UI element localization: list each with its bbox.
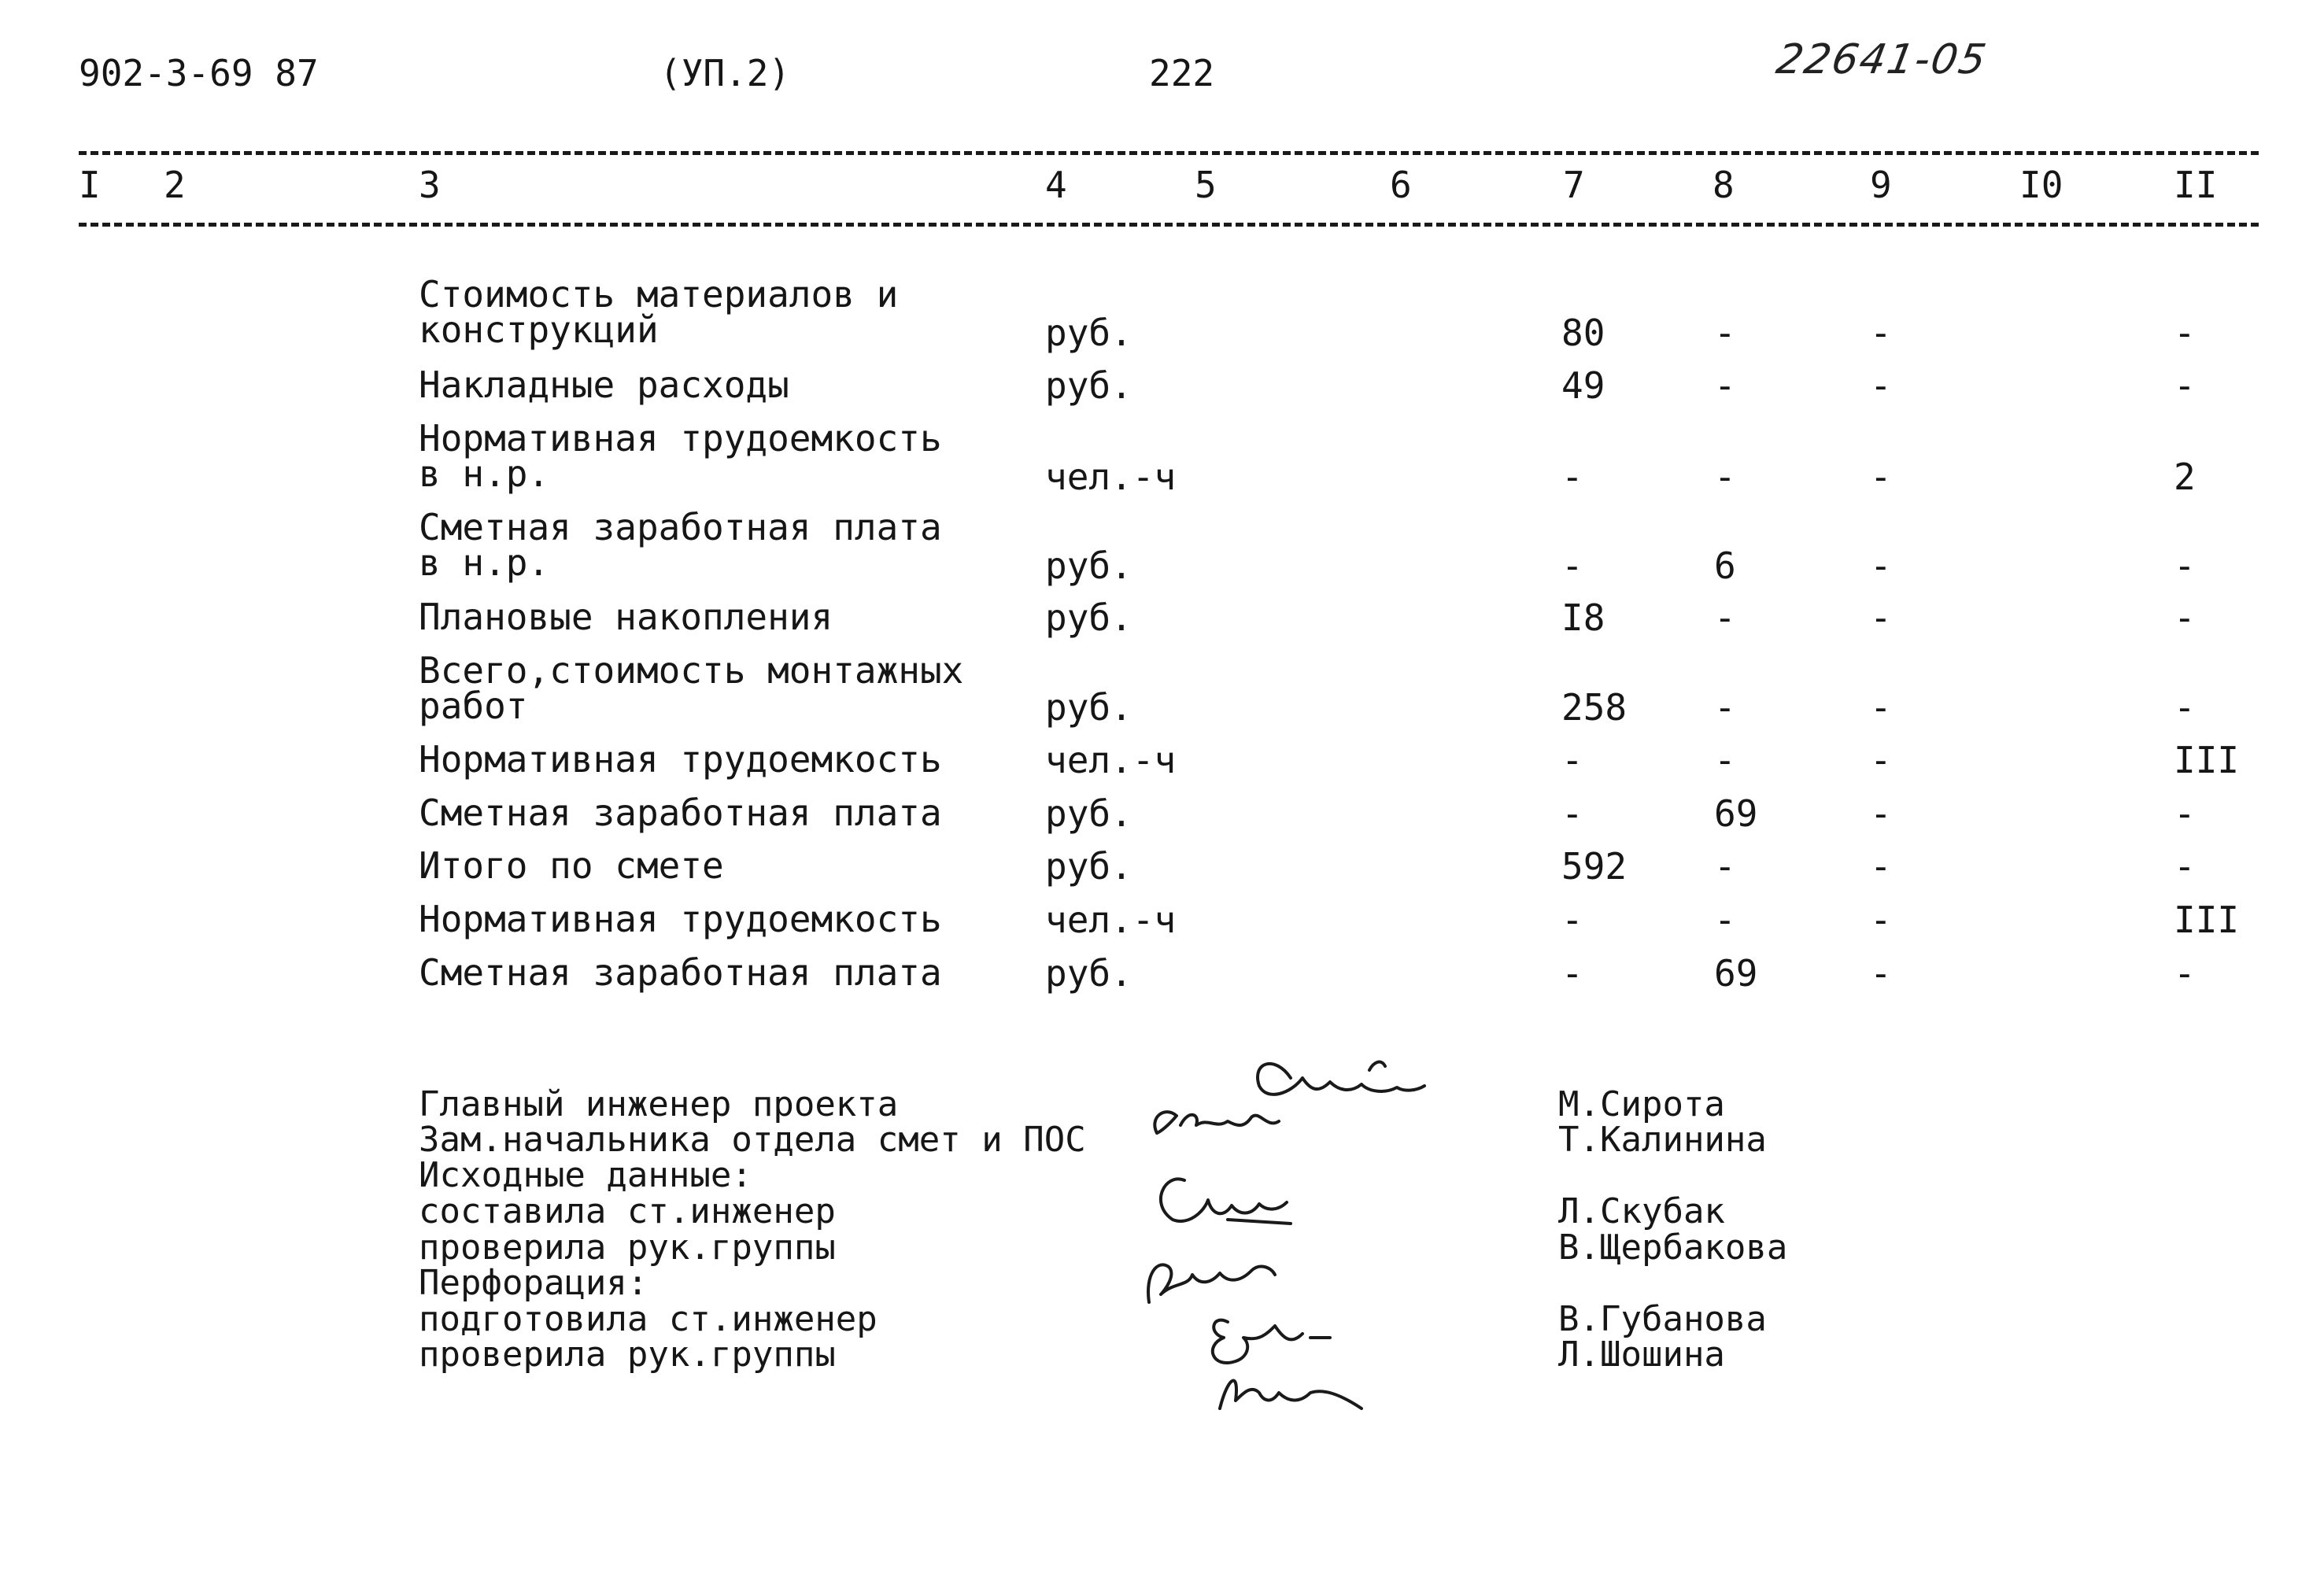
row-col7: 49 [1561,364,1605,407]
row-unit: чел.-ч [1045,899,1177,941]
row-unit: руб. [1045,686,1132,729]
row-col8: - [1714,312,1736,354]
row-col8: - [1714,596,1736,639]
sig-name-2: Т.Калинина [1558,1120,1767,1160]
col-header-8: 8 [1713,164,1735,206]
handwritten-number: 22641-05 [1772,36,1991,83]
row-col9: - [1870,364,1892,407]
row-col9: - [1870,686,1892,729]
row-col9: - [1870,456,1892,498]
sig-name-4: В.Щербакова [1558,1227,1788,1268]
row-col7: - [1561,899,1583,941]
signature-gubanova [1213,1320,1330,1363]
row-col11: - [2174,686,2196,729]
row-unit: руб. [1045,952,1132,995]
row-col11: - [2174,364,2196,407]
row-col11: - [2174,792,2196,835]
sig-role-2: Зам.начальника отдела смет и ПОС [419,1120,1086,1160]
row-col7: 592 [1561,845,1628,888]
row-unit: руб. [1045,545,1132,587]
row-col11: - [2174,312,2196,354]
row-label: Плановые накопления [419,596,833,638]
sig-section-source: Исходные данные: [419,1155,752,1195]
row-col8: 69 [1714,792,1758,835]
row-col8: - [1714,686,1736,729]
page-number: 222 [1149,52,1215,94]
row-unit: руб. [1045,845,1132,888]
row-col7: - [1561,456,1583,498]
signature-shcherbakova [1148,1264,1275,1302]
sig-role-6: проверила рук.группы [419,1335,836,1375]
row-col11: - [2174,545,2196,587]
row-unit: руб. [1045,596,1132,639]
handwritten-signatures [1133,1023,1511,1432]
row-col9: - [1870,899,1892,941]
sig-role-5: подготовила ст.инженер [419,1299,878,1339]
row-col7: - [1561,952,1583,995]
row-col7: I8 [1561,596,1605,639]
row-col7: 80 [1561,312,1605,354]
row-label: Сметная заработная плата в н.р. [419,506,942,584]
row-col9: - [1870,312,1892,354]
row-col9: - [1870,792,1892,835]
row-unit: чел.-ч [1045,456,1177,498]
sig-role-3: составила ст.инженер [419,1191,836,1231]
sig-role-1: Главный инженер проекта [419,1084,899,1124]
row-label: Сметная заработная плата [419,792,942,834]
row-col8: - [1714,899,1736,941]
col-header-10: I0 [2019,164,2064,206]
sig-name-6: Л.Шошина [1558,1335,1725,1375]
row-col11: III [2174,899,2240,941]
row-col7: - [1561,792,1583,835]
col-header-5: 5 [1195,164,1217,206]
col-header-1: I [79,164,101,206]
row-col8: 69 [1714,952,1758,995]
col-header-9: 9 [1870,164,1892,206]
row-unit: чел.-ч [1045,739,1177,781]
doc-code: 902-3-69 87 [79,52,319,94]
col-header-6: 6 [1390,164,1412,206]
col-header-11: II [2174,164,2218,206]
row-col11: - [2174,596,2196,639]
row-col11: 2 [2174,456,2196,498]
signature-kalinina [1155,1112,1279,1133]
row-label: Накладные расходы [419,364,789,406]
signature-sirota [1258,1062,1424,1095]
row-col8: - [1714,739,1736,781]
row-col8: - [1714,845,1736,888]
row-col7: - [1561,739,1583,781]
row-unit: руб. [1045,792,1132,835]
sig-role-4: проверила рук.группы [419,1227,836,1268]
dashed-rule-top [79,151,2259,155]
sig-name-1: М.Сирота [1558,1084,1725,1124]
row-col9: - [1870,739,1892,781]
row-col7: 258 [1561,686,1628,729]
signature-skubak [1161,1179,1291,1224]
sig-name-3: Л.Скубак [1558,1191,1725,1231]
row-col9: - [1870,952,1892,995]
dashed-rule-bottom [79,223,2259,227]
sig-section-perforation: Перфорация: [419,1263,648,1303]
row-label: Нормативная трудоемкость в н.р. [419,417,942,495]
row-col11: III [2174,739,2240,781]
row-col7: - [1561,545,1583,587]
row-col8: 6 [1714,545,1736,587]
row-label: Нормативная трудоемкость [419,738,942,781]
row-label: Итого по смете [419,844,724,887]
row-col11: - [2174,845,2196,888]
row-label: Стоимость материалов и конструкций [419,273,899,351]
row-unit: руб. [1045,312,1132,354]
row-label: Сметная заработная плата [419,951,942,994]
row-unit: руб. [1045,364,1132,407]
row-col9: - [1870,545,1892,587]
row-col9: - [1870,596,1892,639]
col-header-2: 2 [164,164,186,206]
row-col9: - [1870,845,1892,888]
row-col11: - [2174,952,2196,995]
sheet-label: (УП.2) [660,52,791,94]
col-header-3: 3 [419,164,441,206]
row-label: Всего,стоимость монтажных работ [419,649,964,727]
sig-name-5: В.Губанова [1558,1299,1767,1339]
row-col8: - [1714,456,1736,498]
col-header-4: 4 [1045,164,1067,206]
signature-shoshina [1220,1381,1362,1408]
row-label: Нормативная трудоемкость [419,898,942,940]
col-header-7: 7 [1563,164,1585,206]
row-col8: - [1714,364,1736,407]
